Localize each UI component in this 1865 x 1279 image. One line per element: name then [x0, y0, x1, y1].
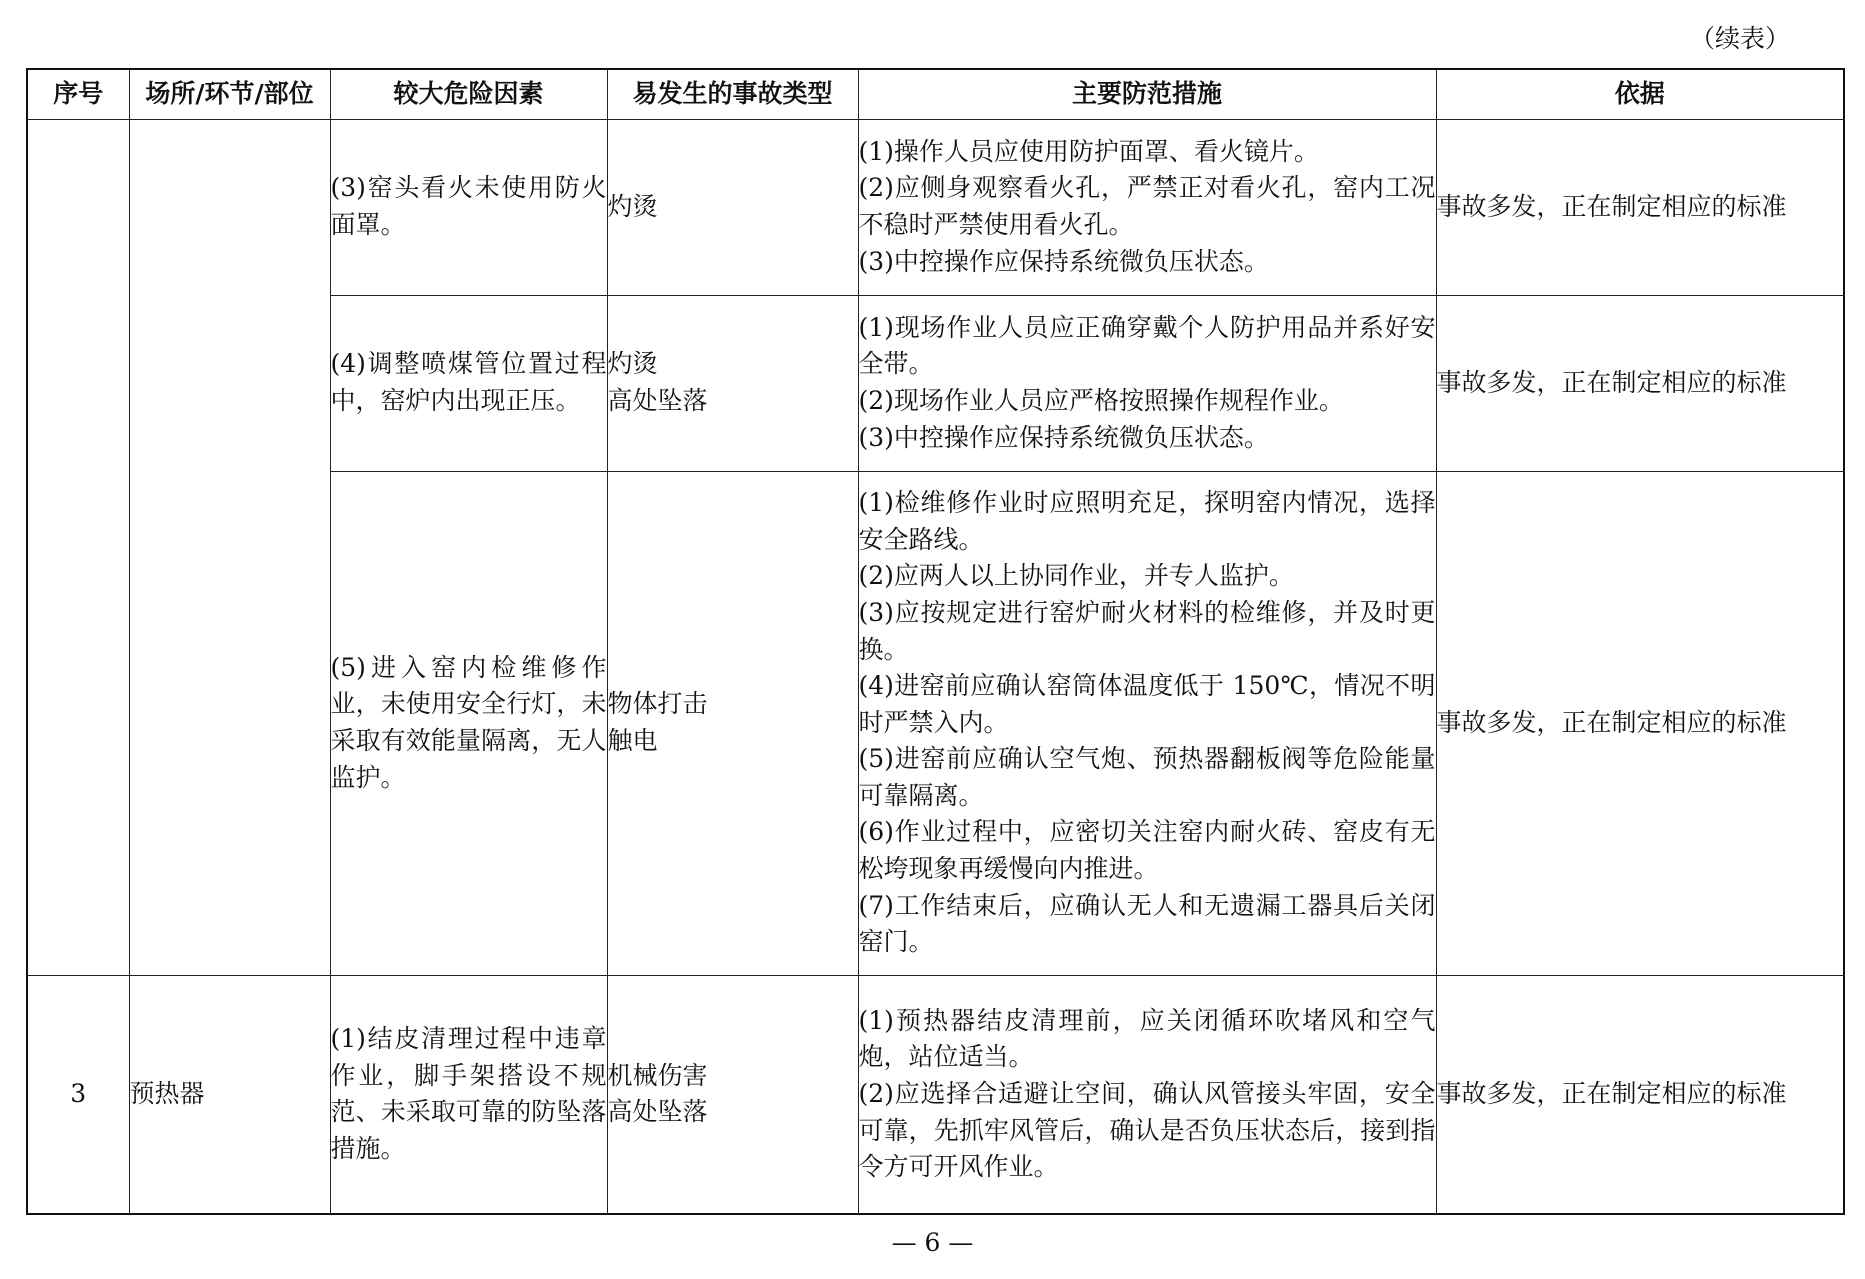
header-basis: 依据 — [1436, 69, 1844, 119]
measure-item: (2)现场作业人员应严格按照操作规程作业。 — [858, 386, 1344, 415]
hazard-text: (3)窑头看火未使用防火面罩。 — [330, 173, 607, 239]
page-number: — 6 — — [891, 1228, 974, 1257]
measures-cell — [858, 295, 1436, 471]
hazard-text: (4)调整喷煤管位置过程中，窑炉内出现正压。 — [330, 349, 607, 415]
measure-item: (5)进窑前应确认空气炮、预热器翻板阀等危险能量可靠隔离。 — [858, 744, 1436, 810]
accident-cell — [607, 119, 858, 295]
basis-text: 事故多发，正在制定相应的标准 — [1436, 191, 1787, 221]
seq-number: 3 — [70, 1078, 87, 1108]
location-text: 预热器 — [129, 1078, 205, 1108]
header-row — [27, 69, 1844, 119]
location-cell — [129, 975, 330, 1214]
measures-cell — [858, 119, 1436, 295]
table-row — [27, 975, 1844, 1214]
basis-cell — [1436, 119, 1844, 295]
basis-cell — [1436, 295, 1844, 471]
basis-text: 事故多发，正在制定相应的标准 — [1436, 1078, 1787, 1108]
accident-cell — [607, 295, 858, 471]
hazard-table — [26, 68, 1845, 1215]
accident-type: 灼烫 — [607, 191, 658, 221]
hazard-cell — [330, 295, 607, 471]
seq-cell — [27, 119, 129, 975]
measure-item: (3)中控操作应保持系统微负压状态。 — [858, 422, 1269, 452]
measure-item: (2)应侧身观察看火孔，严禁正对看火孔，窑内工况不稳时严禁使用看火孔。 — [858, 173, 1436, 239]
continuation-label: （续表） — [1689, 24, 1790, 53]
measure-item: (6)作业过程中，应密切关注窑内耐火砖、窑皮有无松垮现象再缓慢向内推进。 — [858, 817, 1436, 884]
accident-type: 机械伤害 — [607, 1060, 708, 1090]
measure-item: (1)预热器结皮清理前，应关闭循环吹堵风和空气炮，站位适当。 — [858, 1005, 1436, 1072]
header-location: 场所/环节/部位 — [129, 69, 330, 119]
measure-item: (3)应按规定进行窑炉耐火材料的检维修，并及时更换。 — [858, 597, 1436, 664]
accident-cell — [607, 975, 858, 1214]
header-accident: 易发生的事故类型 — [607, 69, 858, 119]
measure-item: (2)应选择合适避让空间，确认风管接头牢固，安全可靠，先抓牢风管后，确认是否负压状态后，接到指令方可开风作业。 — [858, 1078, 1436, 1182]
header-seq: 序号 — [27, 69, 129, 119]
accident-type: 物体打击 — [607, 689, 708, 719]
hazard-cell — [330, 119, 607, 295]
accident-cell — [607, 471, 858, 975]
basis-cell — [1436, 975, 1844, 1214]
measure-item: (1)检维修作业时应照明充足，探明窑内情况，选择安全路线。 — [858, 488, 1436, 554]
measure-item: (2)应两人以上协同作业，并专人监护。 — [858, 561, 1294, 591]
measure-item: (1)现场作业人员应正确穿戴个人防护用品并系好安全带。 — [858, 312, 1436, 379]
measure-item: (7)工作结束后，应确认无人和无遗漏工器具后关闭窑门。 — [858, 890, 1436, 957]
header-measures: 主要防范措施 — [858, 69, 1436, 119]
measures-cell — [858, 975, 1436, 1214]
measure-item: (3)中控操作应保持系统微负压状态。 — [858, 246, 1269, 276]
accident-type: 高处坠落 — [607, 1097, 708, 1127]
accident-type: 灼烫 — [607, 349, 658, 379]
seq-cell — [27, 975, 129, 1214]
accident-type: 触电 — [607, 726, 658, 755]
measure-item: (4)进窑前应确认窑筒体温度低于 150℃，情况不明时严禁入内。 — [858, 671, 1436, 737]
location-cell — [129, 119, 330, 975]
header-hazard: 较大危险因素 — [330, 69, 607, 119]
table-row — [27, 119, 1844, 295]
hazard-text: (5)进入窑内检维修作业，未使用安全行灯，未采取有效能量隔离，无人监护。 — [330, 652, 607, 792]
measure-item: (1)操作人员应使用防护面罩、看火镜片。 — [858, 136, 1319, 166]
measures-cell — [858, 471, 1436, 975]
accident-type: 高处坠落 — [607, 386, 708, 415]
basis-cell — [1436, 471, 1844, 975]
basis-text: 事故多发，正在制定相应的标准 — [1436, 367, 1787, 397]
hazard-text: (1)结皮清理过程中违章作业，脚手架搭设不规范、未采取可靠的防坠落措施。 — [330, 1024, 607, 1163]
basis-text: 事故多发，正在制定相应的标准 — [1436, 707, 1787, 737]
hazard-cell — [330, 471, 607, 975]
hazard-cell — [330, 975, 607, 1214]
